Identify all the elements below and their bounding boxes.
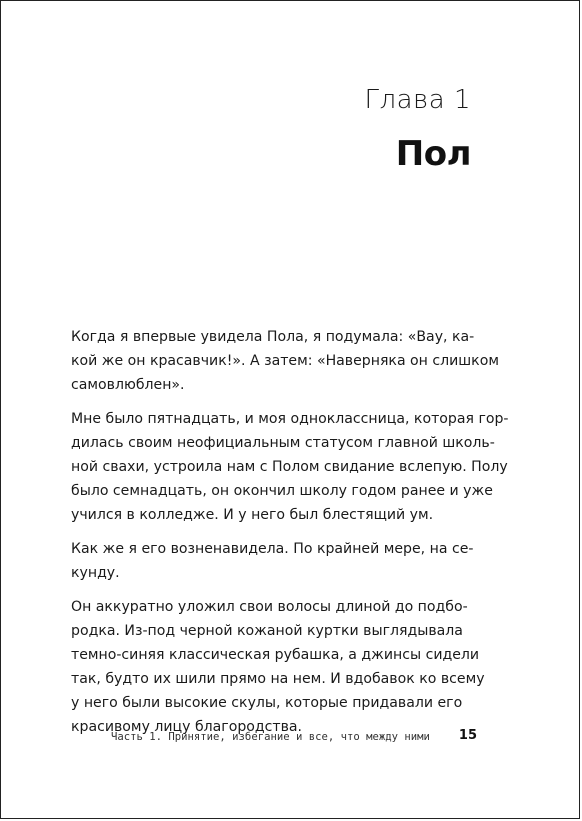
chapter-title: Пол — [395, 134, 471, 174]
running-head: Часть 1. Принятие, избегание и все, что между ними — [111, 731, 430, 743]
paragraph-1 — [71, 325, 499, 397]
text-line: Мне было пятнадцать, и моя одноклассница, которая гор- — [71, 411, 509, 427]
text-line: самовлюблен». — [71, 377, 185, 393]
text-line: кой же он красавчик!». А затем: «Наверняка он слишком — [71, 353, 499, 369]
text-line: родка. Из-под черной кожаной куртки выглядывала — [71, 623, 463, 639]
text-line: темно-синяя классическая рубашка, а джинсы сидели — [71, 647, 480, 663]
text-line: у него были высокие скулы, которые придавали его — [71, 695, 463, 711]
text-line: Он аккуратно уложил свои волосы длиной до подбо- — [71, 599, 468, 615]
paragraph-3 — [71, 537, 477, 585]
page-footer — [111, 728, 477, 748]
text-line: было семнадцать, он окончил школу годом ранее и уже — [71, 483, 493, 499]
paragraph-4 — [71, 595, 485, 739]
chapter-label: Глава 1 — [364, 85, 471, 115]
text-line: Когда я впервые увидела Пола, я подумала: «Вау, ка- — [71, 329, 475, 345]
body-text — [71, 325, 509, 749]
text-line: красивому лицу благородства. — [71, 719, 303, 735]
text-line: кунду. — [71, 565, 120, 581]
text-line: учился в колледже. И у него был блестящий ум. — [71, 507, 434, 523]
text-line: Как же я его возненавидела. По крайней мере, на се- — [71, 541, 474, 557]
text-line: дилась своим неофициальным статусом главной школь- — [71, 435, 495, 451]
page-number: 15 — [458, 728, 477, 743]
text-line: так, будто их шили прямо на нем. И вдобавок ко всему — [71, 671, 485, 687]
paragraph-2 — [71, 407, 509, 527]
text-line: ной свахи, устроила нам с Полом свидание вслепую. Полу — [71, 459, 508, 475]
